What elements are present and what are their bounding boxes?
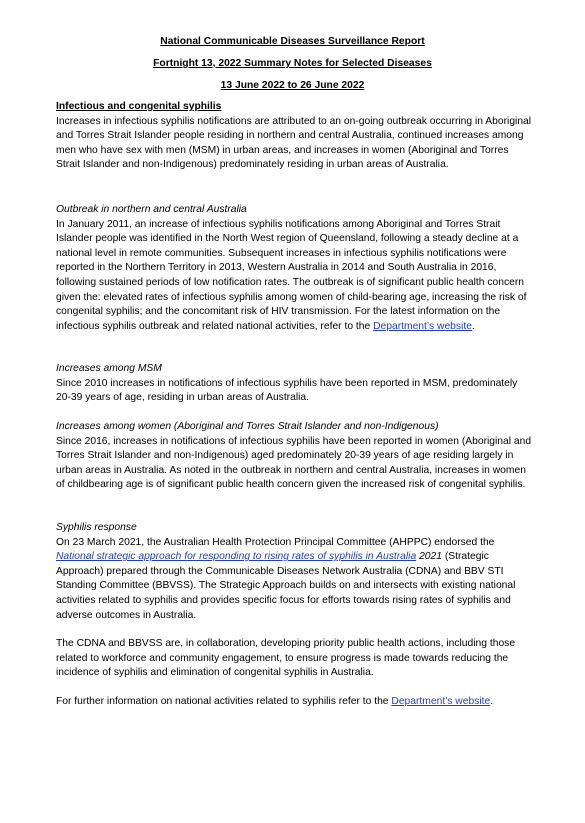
report-subtitle: Fortnight 13, 2022 Summary Notes for Selected Diseases <box>153 58 432 69</box>
section-intro: Increases in infectious syphilis notifications are attributed to an on-going outbreak occurring in Aboriginal and Torres Strait Islander people residing in northern and central Australia, continued increases among men who have sex with men (MSM) in urban areas, and increases in women (Aboriginal and Torres Strait Islander and non-Indigenous) predominately residing in urban areas of Australia. <box>56 115 532 171</box>
further-info-section <box>56 695 534 710</box>
women-section <box>56 420 534 493</box>
women-heading: Increases among women (Aboriginal and Torres Strait Islander and non-Indigenous) <box>56 421 439 432</box>
response-paragraph: On 23 March 2021, the Australian Health Protection Principal Committee (AHPPC) endorsed the National strategic approach for responding to rising rates of syphilis in Australia 2021 (Strategic Approach) prepared through the Communicable Diseases Network Australia (CDNA) and BBV STI Standing Committee (BBVSS). The Strategic Approach builds on and intersects with existing national activities related to syphilis and provides specific focus for efforts towards rising rates of syphilis and adverse outcomes in Australia. <box>56 536 516 621</box>
cdna-section <box>56 637 534 681</box>
msm-heading: Increases among MSM <box>56 363 162 374</box>
response-section <box>56 521 534 623</box>
strategic-approach-link[interactable]: National strategic approach for responding to rising rates of syphilis in Australia <box>56 551 417 563</box>
section-heading: Infectious and congenital syphilis <box>56 101 222 112</box>
department-website-link-2[interactable]: Department’s website <box>391 696 491 707</box>
msm-paragraph: Since 2010 increases in notifications of infectious syphilis have been reported in MSM, predominately 20-39 years of age, residing in urban areas of Australia. <box>56 377 518 404</box>
report-date-range: 13 June 2022 to 26 June 2022 <box>220 80 365 91</box>
response-heading: Syphilis response <box>56 522 137 533</box>
syphilis-section <box>56 100 534 173</box>
report-title: National Communicable Diseases Surveillance Report <box>160 36 425 47</box>
women-paragraph: Since 2016, increases in notifications of infectious syphilis have been reported in women (Aboriginal and Torres Strait Islander and non-Indigenous) aged predominately 20-39 years of age residing largely in urban areas in Australia. As noted in the outbreak in northern and central Australia, increases in women of childbearing age is of significant public health concern given the increased risk of congenital syphilis. <box>56 435 532 491</box>
department-website-link[interactable]: Department’s website <box>373 320 472 332</box>
outbreak-paragraph: In January 2011, an increase of infectious syphilis notifications among Aboriginal and Torres Strait Islander people was identified in the North West region of Queensland, following a steady decline at a national level in remote communities. Subsequent increases in infectious syphilis notifications were reported in the Northern Territory in 2013, Western Australia in 2014 and South Australia in 2016, following sustained periods of low notification rates. The outbreak is of significant public health concern given the: elevated rates of infectious syphilis among women of child-bearing age, increasing the risk of congenital syphilis; and the concomitant risk of HIV transmission. For the latest information on the infectious syphilis outbreak and related national activities, refer to the Department’s website. <box>56 218 527 332</box>
cdna-paragraph: The CDNA and BBVSS are, in collaboration, developing priority public health actions, including those related to workforce and community engagement, to ensure progress is made towards reducing the incidence of syphilis and elimination of congenital syphilis in Australia. <box>56 638 516 679</box>
outbreak-text: In January 2011, an increase of infectious syphilis notifications among Aboriginal and Torres Strait Islander people was identified in the North West region of Queensland, following a steady decline at a national level in remote communities. Subsequent increases in infectious syphilis notifications were reported in the Northern Territory in 2013, Western Australia in 2014 and South Australia in 2016, following sustained periods of low notification rates. The outbreak is of significant public health concern given the: elevated rates of infectious syphilis among women of child-bearing age, increasing the risk of congenital syphilis; and the concomitant risk of HIV transmission. For the latest information on the infectious syphilis outbreak and related national activities, refer to the <box>56 218 527 332</box>
outbreak-section <box>56 203 534 334</box>
further-info-paragraph: For further information on national activities related to syphilis refer to the Department’s website. <box>56 696 494 707</box>
msm-section <box>56 362 534 406</box>
outbreak-heading: Outbreak in northern and central Australia <box>56 204 247 215</box>
